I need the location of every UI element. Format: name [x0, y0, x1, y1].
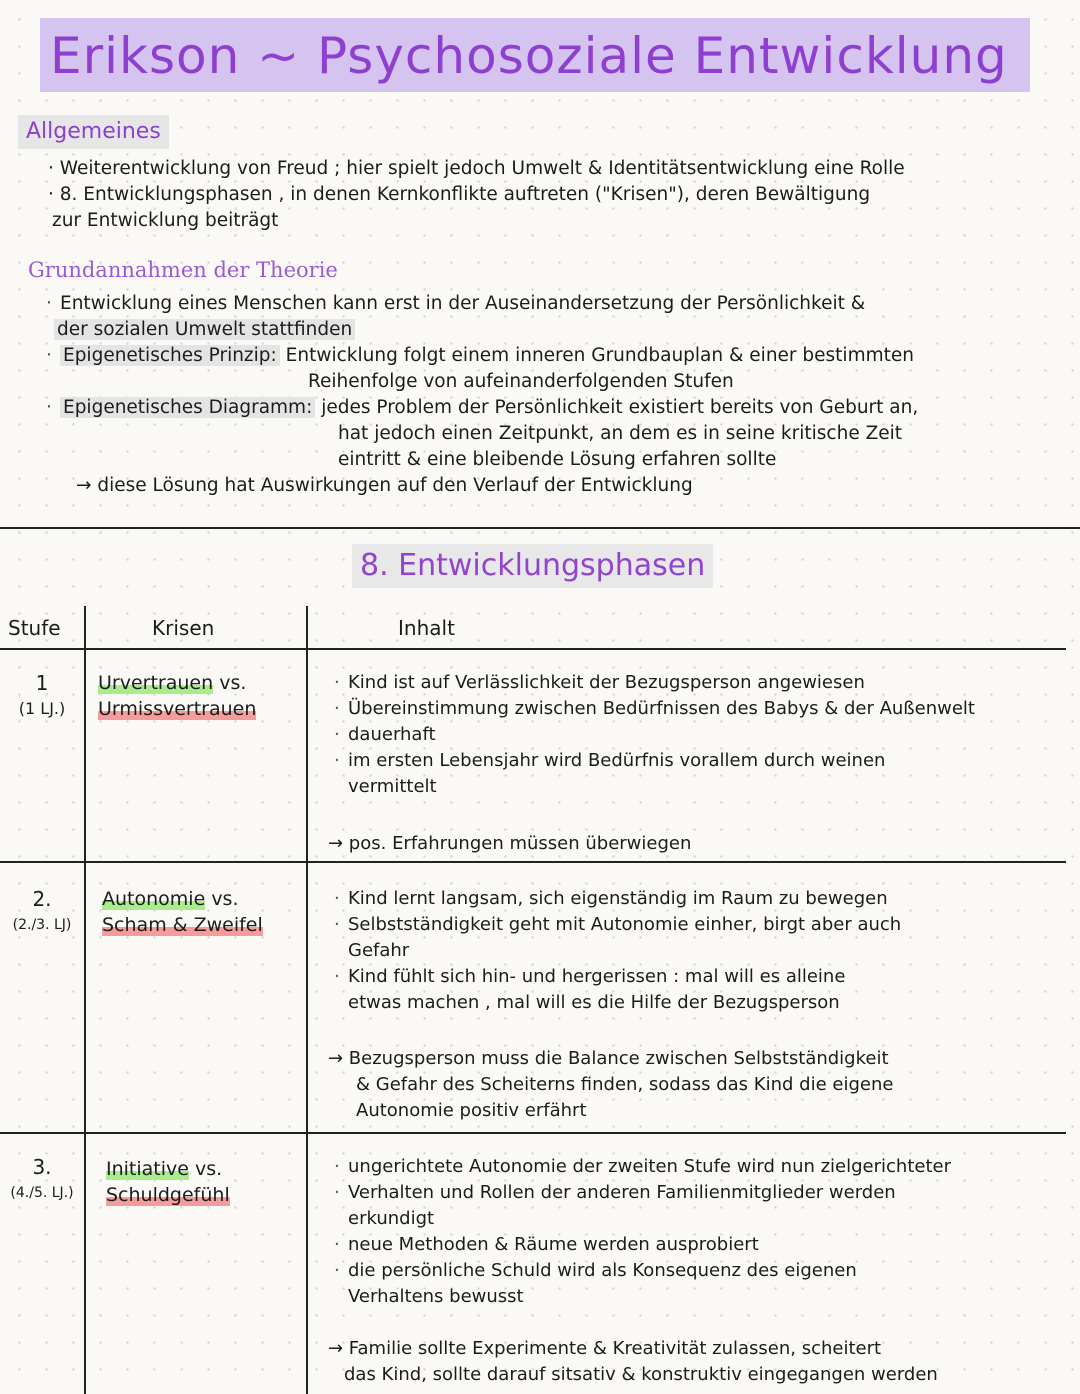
conclusion: → pos. Erfahrungen müssen überwiegen [328, 833, 692, 854]
text-line: eintritt & eine bleibende Lösung erfahren sollte [338, 449, 777, 470]
crisis-negative: Schuldgefühl [106, 1184, 230, 1206]
allgemeines-text [48, 156, 905, 234]
section-divider [0, 527, 1080, 529]
header-content: Inhalt [398, 616, 455, 640]
crisis-positive: Autonomie [102, 888, 206, 910]
text-line: · 8. Entwicklungsphasen , in denen Kernkonflikte auftreten ("Krisen"), deren Bewältigung [48, 184, 871, 205]
text-line: Reihenfolge von aufeinanderfolgenden Stufen [308, 371, 734, 392]
table-column-rule [306, 606, 308, 1394]
crisis-negative: Scham & Zweifel [102, 914, 263, 936]
crisis-cell: Initiative vs. Schuldgefühl [106, 1158, 230, 1206]
table-row [0, 1154, 84, 1206]
crisis-positive: Urvertrauen [98, 672, 214, 694]
stage-number: 3. [32, 1155, 52, 1179]
table-row [0, 670, 84, 722]
content-cell: · Kind lernt langsam, sich eigenständig im Raum zu bewegen · Selbstständigkeit geht mit Autonomie einher, birgt aber auch Gefahr · Kind fühlt sich hin- und hergerissen : mal will es alleine etwas machen , mal will es die Hilfe der Bezugsperson [334, 888, 902, 1013]
crisis-positive: Initiative [106, 1158, 189, 1180]
crisis-negative: Urmissvertrauen [98, 698, 257, 720]
text-line: · Epigenetisches Diagramm: jedes Problem der Persönlichkeit existiert bereits von Geburt an, [46, 397, 919, 418]
text-line: zur Entwicklung beiträgt [52, 210, 279, 231]
header-stage: Stufe [8, 616, 61, 640]
stage-number: 2. [32, 887, 52, 911]
section-label-phases: 8. Entwicklungsphasen [352, 544, 713, 588]
stage-age: (1 LJ.) [18, 699, 66, 718]
conclusion: → Familie sollte Experimente & Kreativität zulassen, scheitert das Kind, sollte darauf sitsativ & konstruktiv eingegangen werden [328, 1338, 938, 1385]
header-crisis: Krisen [152, 616, 215, 640]
section-label-allgemeines: Allgemeines [18, 115, 169, 149]
text-line: · Epigenetisches Prinzip: Entwicklung folgt einem inneren Grundbauplan & einer bestimmten [46, 345, 914, 366]
crisis-cell: Autonomie vs. Scham & Zweifel [102, 888, 263, 936]
table-header-rule [0, 648, 1066, 650]
stage-age: (2./3. LJ) [12, 917, 72, 933]
term-label: Epigenetisches Diagramm: [60, 397, 315, 418]
text-line: · Entwicklung eines Menschen kann erst in der Auseinandersetzung der Persönlichkeit & [46, 293, 866, 314]
text-line: hat jedoch einen Zeitpunkt, an dem es in seine kritische Zeit [338, 423, 903, 444]
conclusion: → Bezugsperson muss die Balance zwischen Selbstständigkeit & Gefahr des Scheiterns finden, sodass das Kind die eigene Autonomie positiv erfährt [328, 1048, 894, 1121]
stage-age: (4./5. LJ.) [10, 1185, 74, 1201]
page-title: Erikson ~ Psychosoziale Entwicklung [50, 27, 1008, 85]
content-cell: · ungerichtete Autonomie der zweiten Stufe wird nun zielgerichteter · Verhalten und Rollen der anderen Familienmitglieder werden erkundigt · neue Methoden & Räume werden ausprobiert · die persönliche Schuld wird als Konsequenz des eigenen Verhaltens bewusst [334, 1156, 951, 1307]
content-cell: · Kind ist auf Verlässlichkeit der Bezugsperson angewiesen · Übereinstimmung zwischen Bedürfnissen des Babys & der Außenwelt · dauerhaft · im ersten Lebensjahr wird Bedürfnis vorallem durch weinen vermittelt [334, 672, 975, 797]
table-column-rule [84, 606, 86, 1394]
text-line: → diese Lösung hat Auswirkungen auf den Verlauf der Entwicklung [76, 475, 693, 496]
stage-number: 1 [35, 671, 49, 695]
table-row [0, 886, 84, 938]
section-label-grundannahmen: Grundannahmen der Theorie [28, 258, 338, 282]
text-line: · Weiterentwicklung von Freud ; hier spielt jedoch Umwelt & Identitätsentwicklung eine Rolle [48, 158, 905, 179]
text-line: der sozialen Umwelt stattfinden [46, 317, 918, 343]
table-row-rule [0, 861, 1066, 863]
term-label: Epigenetisches Prinzip: [60, 345, 280, 366]
table-row-rule [0, 1132, 1066, 1134]
grundannahmen-text [46, 291, 918, 499]
crisis-cell: Urvertrauen vs. Urmissvertrauen [98, 672, 257, 720]
